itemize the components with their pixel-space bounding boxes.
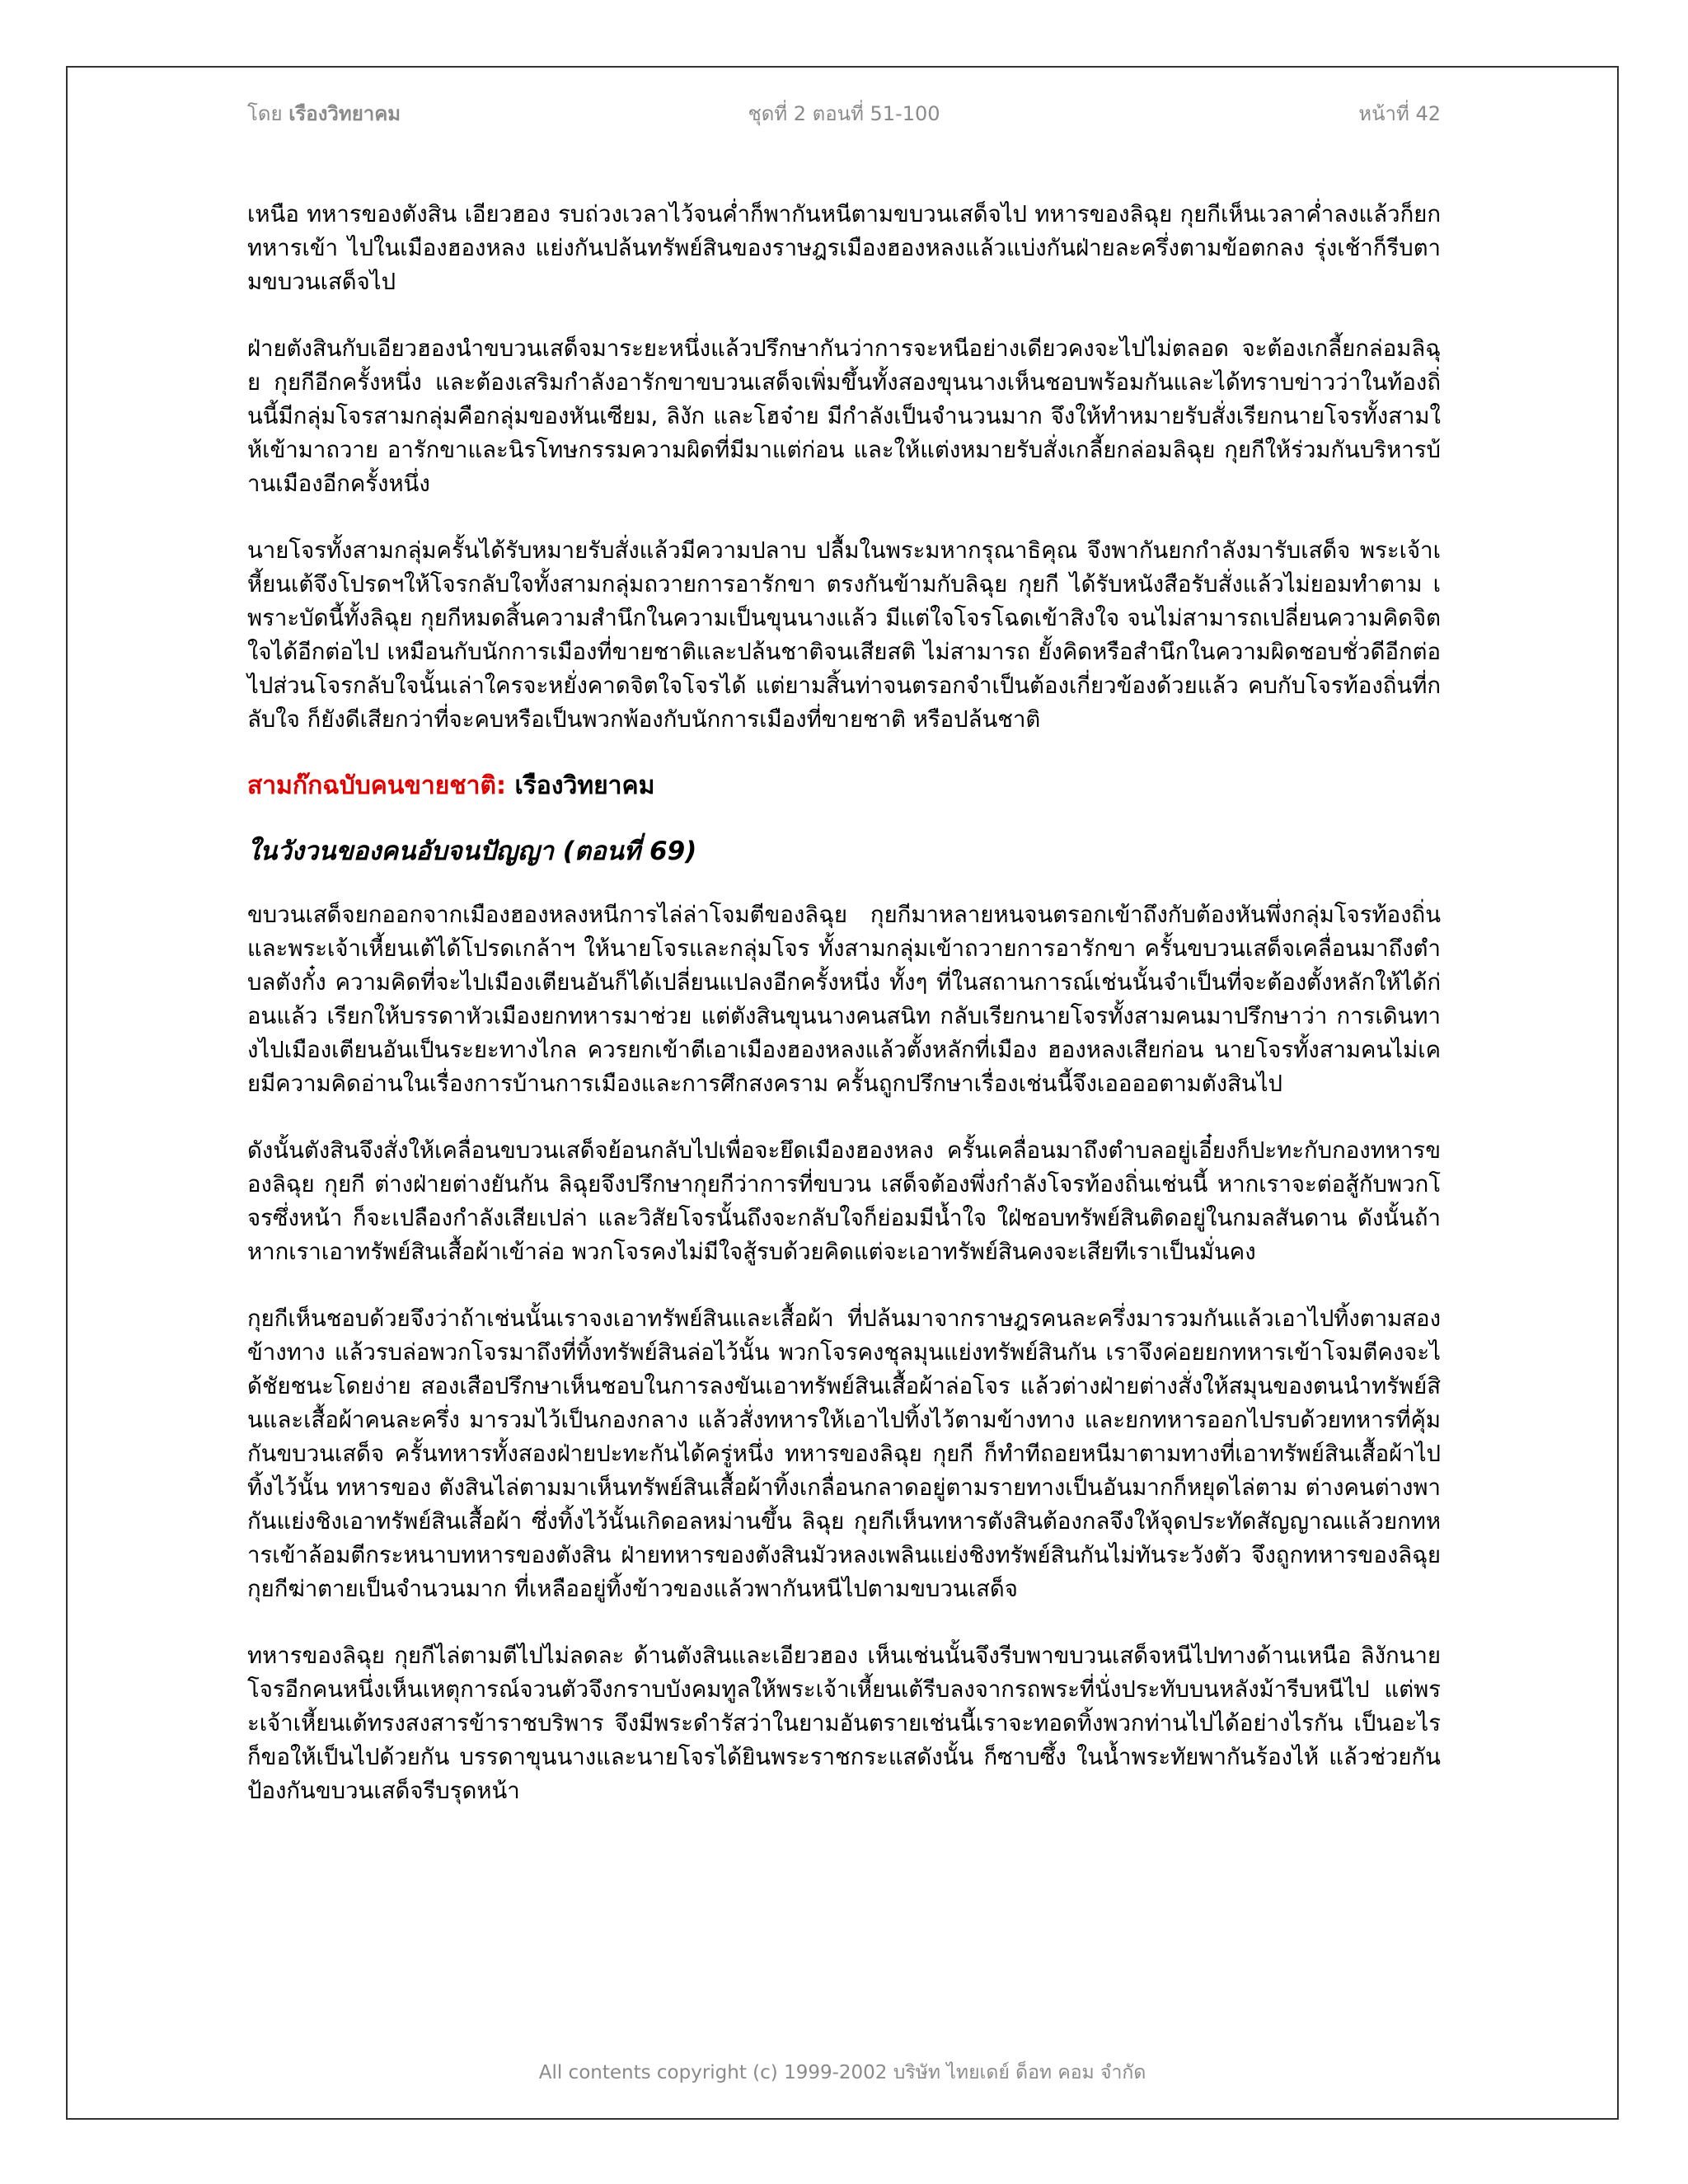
paragraph: ดังนั้นตังสินจึงสั่งให้เคลื่อนขบวนเสด็จย้อนกลับไปเพื่อจะยึดเมืองฮองหลง ครั้นเคลื่อนมาถึงตำบลอยู่เอี๋ยงก็ปะทะกับกองทหารของลิฉุย กุยกี ต่างฝ่ายต่างยันกัน ลิฉุยจึงปรึกษากุยกีว่าการที่ขบวน เสด็จต้องพึ่งกำลังโจรท้องถิ่นเช่นนี้ หากเราจะต่อสู้กับพวกโจรซึ่งหน้า ก็จะเปลืองกำลังเสียเปล่า และวิสัยโจรนั้นถึงจะกลับใจก็ย่อมมีน้ำใจ ใฝ่ชอบทรัพย์สินติดอยู่ในกมลสันดาน ดังนั้นถ้าหากเราเอาทรัพย์สินเสื้อผ้าเข้าล่อ พวกโจรคงไม่มีใจสู้รบด้วยคิดแต่จะเอาทรัพย์สินคงจะเสียทีเราเป็นมั่นคง (247, 1137, 1441, 1265)
paragraph: ขบวนเสด็จยกออกจากเมืองฮองหลงหนีการไล่ล่าโจมตีของลิฉุย กุยกีมาหลายหนจนตรอกเข้าถึงกับต้องหันพึ่งกลุ่มโจรท้องถิ่น และพระเจ้าเหี้ยนเต้ได้โปรดเกล้าฯ ให้นายโจรและกลุ่มโจร ทั้งสามกลุ่มเข้าถวายการอารักขา ครั้นขบวนเสด็จเคลื่อนมาถึงตำบลตังกั๋ง ความคิดที่จะไปเมืองเตียนอันก็ได้เปลี่ยนแปลงอีกครั้งหนึ่ง ทั้งๆ ที่ในสถานการณ์เช่นนั้นจำเป็นที่จะต้องตั้งหลักให้ได้ก่อนแล้ว เรียกให้บรรดาหัวเมืองยกทหารมาช่วย แต่ตังสินขุนนางคนสนิท กลับเรียกนายโจรทั้งสามคนมาปรึกษาว่า การเดินทางไปเมืองเตียนอันเป็นระยะทางไกล ควรยกเข้าตีเอาเมืองฮองหลงแล้วตั้งหลักที่เมือง ฮองหลงเสียก่อน นายโจรทั้งสามคนไม่เคยมีความคิดอ่านในเรื่องการบ้านการเมืองและการศึกสงคราม ครั้นถูกปรึกษาเรื่องเช่นนี้จึงเออออตามตังสินไป (247, 902, 1441, 1097)
header-page-number: หน้าที่ 42 (1358, 102, 1441, 125)
episode-title: ในวังวนของคนอับจนปัญญา (ตอนที่ 69) (247, 837, 697, 866)
section-title-author: เรืองวิทยาคม (514, 771, 655, 800)
paragraph: เหนือ ทหารของตังสิน เอียวฮอง รบถ่วงเวลาไว้จนค่ำก็พากันหนีตามขบวนเสด็จไป ทหารของลิฉุย กุยกีเห็นเวลาค่ำลงแล้วก็ยกทหารเข้า ไปในเมืองฮองหลง แย่งกันปล้นทรัพย์สินของราษฎรเมืองฮองหลงแล้วแบ่งกันฝ่ายละครึ่งตามข้อตกลง รุ่งเช้าก็รีบตามขบวนเสด็จไป (247, 201, 1441, 295)
section-title (247, 770, 1441, 803)
header-series: ชุดที่ 2 ตอนที่ 51-100 (748, 102, 940, 125)
paragraph: กุยกีเห็นชอบด้วยจึงว่าถ้าเช่นนั้นเราจงเอาทรัพย์สินและเสื้อผ้า ที่ปล้นมาจากราษฎรคนละครึ่งมารวมกันแล้วเอาไปทิ้งตามสองข้างทาง แล้วรบล่อพวกโจรมาถึงที่ทิ้งทรัพย์สินล่อไว้นั้น พวกโจรคงชุลมุนแย่งทรัพย์สินกัน เราจึงค่อยยกทหารเข้าโจมตีคงจะได้ชัยชนะโดยง่าย สองเสือปรึกษาเห็นชอบในการลงขันเอาทรัพย์สินเสื้อผ้าล่อโจร แล้วต่างฝ่ายต่างสั่งให้สมุนของตนนำทรัพย์สินและเสื้อผ้าคนละครึ่ง มารวมไว้เป็นกองกลาง แล้วสั่งทหารให้เอาไปทิ้งไว้ตามข้างทาง และยกทหารออกไปรบด้วยทหารที่คุ้มกันขบวนเสด็จ ครั้นทหารทั้งสองฝ่ายปะทะกันได้ครู่หนึ่ง ทหารของลิฉุย กุยกี ก็ทำทีถอยหนีมาตามทางที่เอาทรัพย์สินเสื้อผ้าไปทิ้งไว้นั้น ทหารของ ตังสินไล่ตามมาเห็นทรัพย์สินเสื้อผ้าทิ้งเกลื่อนกลาดอยู่ตามรายทางเป็นอันมากก็หยุดไล่ตาม ต่างคนต่างพากันแย่งชิงเอาทรัพย์สินเสื้อผ้า ซึ่งทิ้งไว้นั้นเกิดอลหม่านขึ้น ลิฉุย กุยกีเห็นทหารตังสินต้องกลจึงให้จุดประทัดสัญญาณแล้วยกทหารเข้าล้อมตีกระหนาบทหารของตังสิน ฝ่ายทหารของตังสินมัวหลงเพลินแย่งชิงทรัพย์สินกันไม่ทันระวังตัว จึงถูกทหารของลิฉุย กุยกีฆ่าตายเป็นจำนวนมาก ที่เหลืออยู่ทิ้งข้าวของแล้วพากันหนีไปตามขบวนเสด็จ (247, 1305, 1441, 1602)
header-author-prefix: โดย (247, 102, 283, 125)
paragraph: ฝ่ายตังสินกับเอียวฮองนำขบวนเสด็จมาระยะหนึ่งแล้วปรึกษากันว่าการจะหนีอย่างเดียวคงจะไปไม่ตลอด จะต้องเกลี้ยกล่อมลิฉุย กุยกีอีกครั้งหนึ่ง และต้องเสริมกำลังอารักขาขบวนเสด็จเพิ่มขึ้นทั้งสองขุนนางเห็นชอบพร้อมกันและได้ทราบข่าวว่าในท้องถิ่นนี้มีกลุ่มโจรสามกลุ่มคือกลุ่มของหันเซียม, ลิงัก และโฮจ๋าย มีกำลังเป็นจำนวนมาก จึงให้ทำหมายรับสั่งเรียกนายโจรทั้งสามให้เข้ามาถวาย อารักขาและนิรโทษกรรมความผิดที่มีมาแต่ก่อน และให้แต่งหมายรับสั่งเกลี้ยกล่อมลิฉุย กุยกีให้ร่วมกันบริหารบ้านเมืองอีกครั้งหนึ่ง (247, 335, 1441, 497)
page-footer-copyright: All contents copyright (c) 1999-2002 บริษัท ไทยเดย์ ด็อท คอม จำกัด (538, 2062, 1146, 2083)
section-title-series: สามก๊กฉบับคนขายชาติ: (247, 771, 506, 800)
header-author-name: เรืองวิทยาคม (288, 102, 401, 125)
paragraph: นายโจรทั้งสามกลุ่มครั้นได้รับหมายรับสั่งแล้วมีความปลาบ ปลื้มในพระมหากรุณาธิคุณ จึงพากันยกกำลังมารับเสด็จ พระเจ้าเหี้ยนเต้จึงโปรดฯให้โจรกลับใจทั้งสามกลุ่มถวายการอารักขา ตรงกันข้ามกับลิฉุย กุยกี ได้รับหนังสือรับสั่งแล้วไม่ยอมทำตาม เพราะบัดนี้ทั้งลิฉุย กุยกีหมดสิ้นความสำนึกในความเป็นขุนนางแล้ว มีแต่ใจโจรโฉดเข้าสิงใจ จนไม่สามารถเปลี่ยนความคิดจิตใจได้อีกต่อไป เหมือนกับนักการเมืองที่ขายชาติและปล้นชาติจนเสียสติ ไม่สามารถ ยั้งคิดหรือสำนึกในความผิดชอบชั่วดีอีกต่อไปส่วนโจรกลับใจนั้นเล่าใครจะหยั่งคาดจิตใจโจรได้ แต่ยามสิ้นท่าจนตรอกจำเป็นต้องเกี่ยวข้องด้วยแล้ว คบกับโจรท้องถิ่นที่กลับใจ ก็ยังดีเสียกว่าที่จะคบหรือเป็นพวกพ้องกับนักการเมืองที่ขายชาติ หรือปล้นชาติ (247, 537, 1441, 733)
article-body (247, 198, 1441, 1841)
page-header (247, 97, 1441, 130)
paragraph: ทหารของลิฉุย กุยกีไล่ตามตีไปไม่ลดละ ด้านตังสินและเอียวฮอง เห็นเช่นนั้นจึงรีบพาขบวนเสด็จหนีไปทางด้านเหนือ ลิงักนายโจรอีกคนหนึ่งเห็นเหตุการณ์จวนตัวจึงกราบบังคมทูลให้พระเจ้าเหี้ยนเต้รีบลงจากรถพระที่นั่งประทับบนหลังม้ารีบหนีไป แต่พระเจ้าเหี้ยนเต้ทรงสงสารข้าราชบริพาร จึงมีพระดำรัสว่าในยามอันตรายเช่นนี้เราจะทอดทิ้งพวกท่านไปได้อย่างไรกัน เป็นอะไรก็ขอให้เป็นไปด้วยกัน บรรดาขุนนางและนายโจรได้ยินพระราชกระแสดังนั้น ก็ซาบซึ้ง ในน้ำพระทัยพากันร้องไห้ แล้วช่วยกันป้องกันขบวนเสด็จรีบรุดหน้า (247, 1643, 1441, 1804)
